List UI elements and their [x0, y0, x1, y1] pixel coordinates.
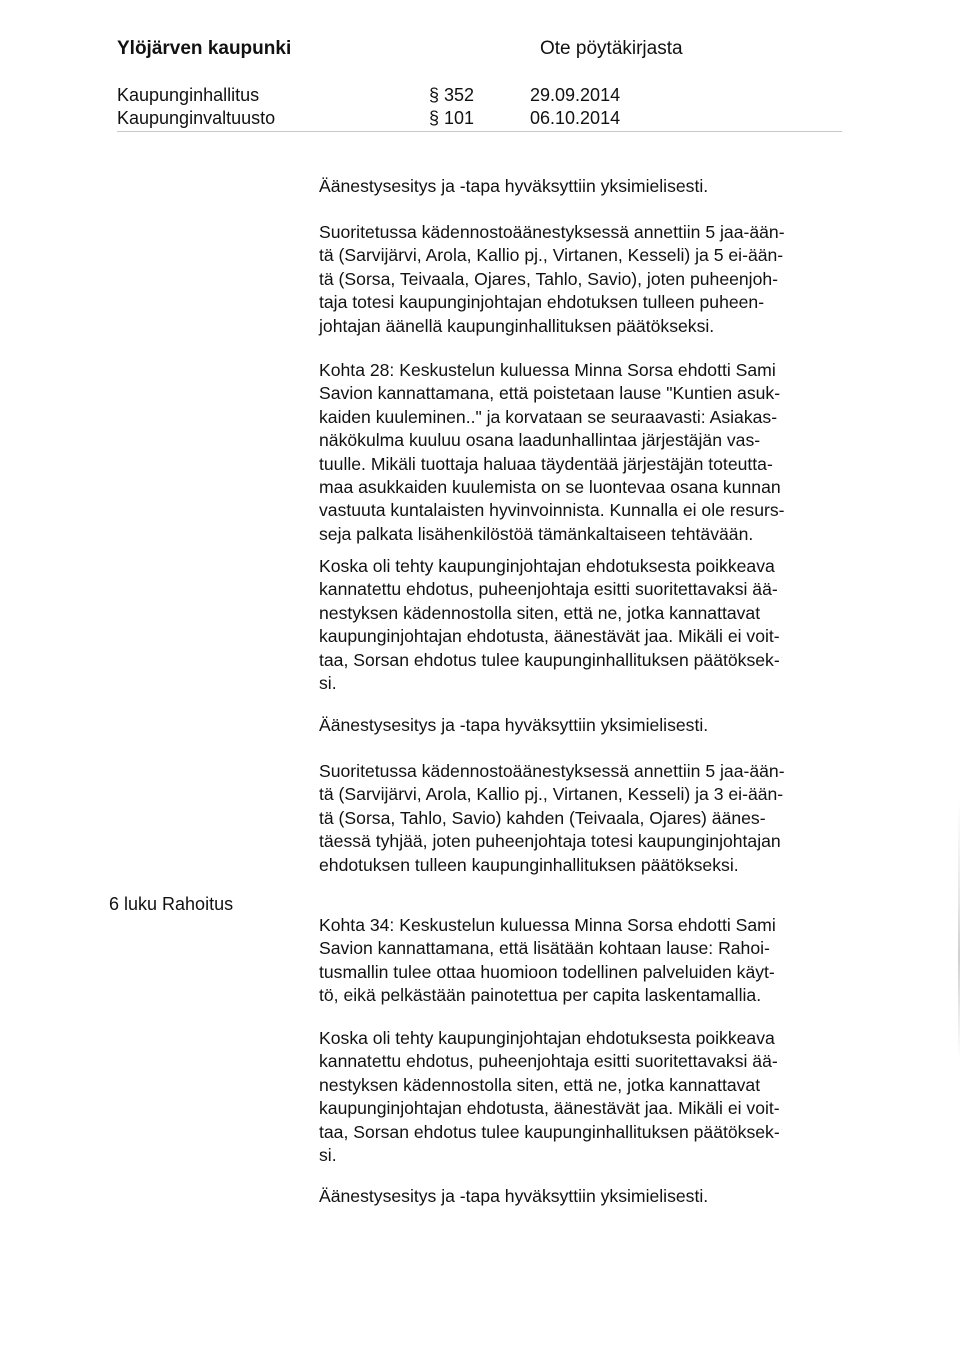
text-line: taja totesi kaupunginjohtajan ehdotuksen tulleen puheen- [319, 292, 765, 313]
text-line: tuulle. Mikäli tuottaja haluaa täydentää järjestäjän toteutta- [319, 453, 773, 474]
paragraph-kohta-28 [319, 359, 849, 546]
text-line: vastuuta kuntalaisten hyvinvoinnista. Kunnalla ei ole resurs- [319, 500, 785, 521]
text-line: kaupunginjohtajan ehdotusta, äänestävät jaa. Mikäli ei voit- [319, 626, 780, 647]
text-line: Kohta 34: Keskustelun kuluessa Minna Sorsa ehdotti Sami [319, 915, 776, 935]
text-line: tä (Sarvijärvi, Arola, Kallio pj., Virtanen, Kesseli) ja 5 ei-ään- [319, 245, 784, 266]
text-line: kaupunginjohtajan ehdotusta, äänestävät jaa. Mikäli ei voit- [319, 1098, 780, 1119]
text-line: si. [319, 673, 337, 694]
text-line: maa asukkaiden kuulemista on se luontevaa osana kunnan [319, 477, 781, 498]
meta-paragraph-number: § 352 [429, 85, 475, 105]
text-line: Äänestysesitys ja -tapa hyväksyttiin yksimielisesti. [319, 176, 709, 196]
text-line: Koska oli tehty kaupunginjohtajan ehdotuksesta poikkeava [319, 556, 775, 576]
text-line: tä (Sorsa, Teivaala, Ojares, Tahlo, Savio), joten puheenjoh- [319, 268, 779, 289]
text-line: kannatettu ehdotus, puheenjohtaja esitti suoritettavaksi ää- [319, 579, 778, 600]
paragraph-vote-approval [319, 1185, 849, 1208]
text-line: tä (Sorsa, Tahlo, Savio) kahden (Teivaala, Ojares) äänes- [319, 807, 766, 828]
text-line: tö, eikä pelkästään painotettua per capita laskentamallia. [319, 985, 762, 1006]
text-line: tä (Sarvijärvi, Arola, Kallio pj., Virtanen, Kesseli) ja 3 ei-ään- [319, 784, 784, 805]
text-line: taa, Sorsan ehdotus tulee kaupunginhallituksen päätöksek- [319, 1121, 780, 1142]
meta-paragraph-number: § 101 [429, 108, 475, 128]
text-line: Suoritetussa kädennostoäänestyksessä annettiin 5 jaa-ään- [319, 222, 785, 242]
text-line: taa, Sorsan ehdotus tulee kaupunginhallituksen päätöksek- [319, 649, 780, 670]
text-line: nestyksen kädennostolla siten, että ne, jotka kannattavat [319, 602, 761, 623]
text-line: si. [319, 1145, 337, 1166]
paragraph-vote-approval [319, 714, 849, 737]
meta-date: 06.10.2014 [530, 108, 621, 128]
paragraph-vote-proposal [319, 1027, 849, 1167]
meta-row-kaupunginvaltuusto [117, 108, 677, 132]
text-line: tusmallin tulee ottaa huomioon todellinen palveluiden käyt- [319, 961, 775, 982]
paragraph-kohta-34 [319, 914, 849, 1008]
text-line: Kohta 28: Keskustelun kuluessa Minna Sorsa ehdotti Sami [319, 360, 776, 380]
text-line: Savion kannattamana, että poistetaan lause "Kuntien asuk- [319, 383, 781, 404]
text-line: ehdotuksen tulleen kaupunginhallituksen päätökseksi. [319, 854, 739, 875]
text-line: kaiden kuuleminen.." ja korvataan se seuraavasti: Asiakas- [319, 406, 778, 427]
side-label-6-luku-rahoitus: 6 luku Rahoitus [109, 894, 234, 914]
text-line: seja palkata lisähenkilöstöä tämänkaltaiseen tehtävään. [319, 523, 754, 544]
meta-row-kaupunginhallitus [117, 85, 677, 109]
meta-body-name: Kaupunginhallitus [117, 85, 260, 105]
text-line: johtajan äänellä kaupunginhallituksen päätökseksi. [319, 315, 715, 336]
header-divider [117, 131, 842, 132]
text-line: kannatettu ehdotus, puheenjohtaja esitti suoritettavaksi ää- [319, 1051, 778, 1072]
meta-body-name: Kaupunginvaltuusto [117, 108, 276, 128]
text-line: nestyksen kädennostolla siten, että ne, jotka kannattavat [319, 1074, 761, 1095]
meta-date: 29.09.2014 [530, 85, 621, 105]
text-line: Suoritetussa kädennostoäänestyksessä annettiin 5 jaa-ään- [319, 761, 785, 781]
document-type: Ote pöytäkirjasta [540, 38, 683, 59]
text-line: Äänestysesitys ja -tapa hyväksyttiin yksimielisesti. [319, 1186, 709, 1206]
text-line: Äänestysesitys ja -tapa hyväksyttiin yksimielisesti. [319, 715, 709, 735]
text-line: Savion kannattamana, että lisätään kohtaan lause: Rahoi- [319, 938, 770, 959]
paragraph-vote-proposal [319, 555, 849, 695]
organization-name: Ylöjärven kaupunki [117, 38, 292, 59]
paragraph-vote-result [319, 760, 849, 877]
text-line: täessä tyhjää, joten puheenjohtaja totesi kaupunginjohtajan [319, 831, 781, 852]
paragraph-vote-approval [319, 175, 849, 198]
text-line: Koska oli tehty kaupunginjohtajan ehdotuksesta poikkeava [319, 1028, 775, 1048]
text-line: näkökulma kuuluu osana laadunhallintaa järjestäjän vas- [319, 430, 761, 451]
paragraph-vote-result [319, 221, 849, 338]
